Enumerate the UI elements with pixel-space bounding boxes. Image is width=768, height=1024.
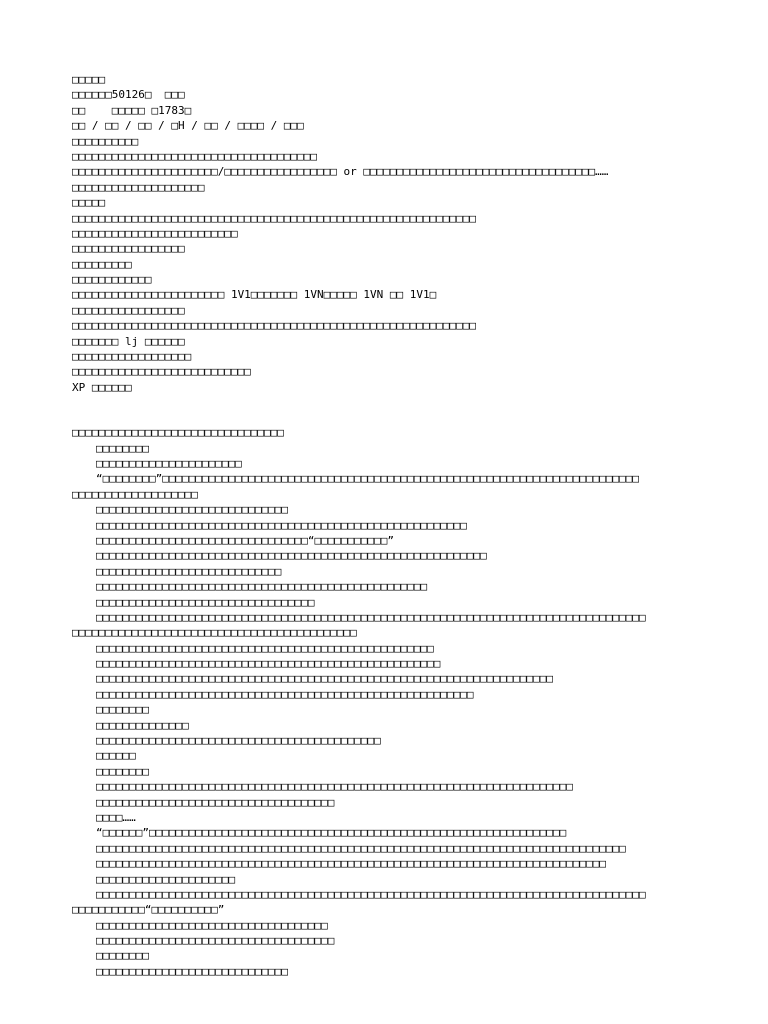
body-line: □□□□□□□□□□□□□□□□□□□□□□□□□□□□□□□□□□□□□□□□□□□□□□□□□□□□□□□□□□□	[96, 549, 487, 563]
document-body	[72, 425, 712, 979]
header-line: □□□□□□□□□□□□□□□□□□□□	[72, 180, 205, 194]
body-line: □□□□□□□□□□□□□□□□□□□□□□□□□□□□□□□□□□□□□□□□□□□□□□□□□□□□□□□□□□□□□□□□□□□□□□□□	[96, 780, 573, 794]
header-line: XP □□□□□□	[72, 380, 132, 394]
body-line: □□□□□□□□□□□□□□□□□□□□□□□□□□□□□□□□□□□	[96, 918, 328, 932]
body-line: □□□□□□□□□□□□□□□□□□□□□□□□□□□□□□□□□□□□	[96, 795, 335, 809]
header-line: □□□□□□□□□□	[72, 134, 139, 148]
header-line: □□□□□□□□□□□□□□□□□□□□□□/□□□□□□□□□□□□□□□□□ or □□□□□□□□□□□□□□□□□□□□□□□□□□□□□□□□□□□……	[72, 165, 609, 179]
body-line: □□□□□□□□□□□□□□□□□□□□□□□□□□□□□□□□□□□□□□□□□□□	[96, 734, 381, 748]
body-line: □□□□□□□□□□□□□□□□□□□□□□□□□□□□□□□□□□□□□□□□□□□□□□□□□□	[96, 580, 428, 594]
body-line: □□□□□□□□□□□□□□□□□□□□□□	[96, 456, 242, 470]
body-line: □□□□□□□□□□□□□□□□□□□□□□□□□□□□□□□□	[72, 426, 284, 440]
header-line: □□□□□□□□□□□□□□□□□□□□□□□ 1V1□□□□□□□ 1VN□□□□□ 1VN □□ 1V1□	[72, 288, 437, 302]
body-line: □□□□□□□□	[96, 949, 149, 963]
body-line: □□□□□□□□□□□□□□□□□□□□□□□□□□□□□□□□□□□□□□□□□□□□□□□□□□□	[96, 641, 434, 655]
document-header	[72, 72, 712, 395]
body-line: □□□□□□	[96, 749, 136, 763]
body-line: □□□□□□□□□□□□□□	[96, 718, 189, 732]
body-line: □□□□□□□□□□□□□□□□□□□□□□□□□□□□□□□□□□□□	[96, 934, 335, 948]
header-line: □□ / □□ / □□ / □H / □□ / □□□□ / □□□	[72, 119, 304, 133]
header-line: □□□□□□□□□□□□□□□□□	[72, 303, 185, 317]
body-line: “□□□□□□”□□□□□□□□□□□□□□□□□□□□□□□□□□□□□□□□□□□□□□□□□□□□□□□□□□□□□□□□□□□□□□□	[96, 826, 567, 840]
body-line: □□□□□□□□□□□□□□□□□□□□□□□□□□□□□□□□□□□□□□□□□□□	[72, 626, 357, 640]
body-line: □□□□□□□□□□□□□□□□□□□□□□□□□□□□□□□□□□□□□□□□□□□□□□□□□□□□□□□□□□□□□□□□□□□□□□□□□□□□□□□□□□□	[96, 887, 646, 901]
body-line: □□□□□□□□□□□□□□□□□□□□□□□□□□□□□	[96, 964, 289, 978]
body-line: □□□□□□□□	[96, 703, 149, 717]
body-line: “□□□□□□□□”□□□□□□□□□□□□□□□□□□□□□□□□□□□□□□□□□□□□□□□□□□□□□□□□□□□□□□□□□□□□□□□□□□□□□□□□	[96, 472, 640, 486]
body-line: □□□□□□□□□□□□□□□□□□□□□□□□□□□□□□□□□□□□□□□□□□□□□□□□□□□□□□□□□□□□□□□□□□□□□	[96, 672, 553, 686]
body-line: □□□□□□□□□□□□□□□□□□□□□□□□□□□□□□□□□□□□□□□□□□□□□□□□□□□□□□□□□□□□□□□□□□□□□□□□□□□□□□□□	[96, 841, 626, 855]
body-line: □□□□□□□□□□□□□□□□□□□□□	[96, 872, 236, 886]
body-line: □□□□□□□□	[96, 441, 149, 455]
header-line: □□□□□□□□□□□□□□□□□□	[72, 350, 192, 364]
body-line: □□□□□□□□□□□“□□□□□□□□□□”	[72, 903, 225, 917]
body-line: □□□□□□□□□□□□□□□□□□□□□□□□□□□□□□□□□□□□□□□□□□□□□□□□□□□□	[96, 657, 441, 671]
header-line: □□□□□□50126□ □□□	[72, 88, 185, 102]
body-line: □□□□□□□□□□□□□□□□□□□□□□□□□□□□□□□□□□□□□□□□□□□□□□□□□□□□□□□□□□□□□□□□□□□□□□□□□□□□□□□□□□□	[96, 610, 646, 624]
body-line: □□□□□□□□□□□□□□□□□□□□□□□□□□□□□□□□“□□□□□□□□□□□”	[96, 533, 395, 547]
body-line: □□□□……	[96, 810, 136, 824]
header-line: □□□□□□□□□□□□□□□□□□□□□□□□□□□□□□□□□□□□□□□□□□□□□□□□□□□□□□□□□□□□□	[72, 319, 476, 333]
document-page	[72, 72, 712, 979]
header-line: □□□□□□□□□□□□□□□□□	[72, 242, 185, 256]
header-line: □□□□□	[72, 73, 106, 86]
header-line: □□□□□□□ lj □□□□□□	[72, 334, 185, 348]
body-line: □□□□□□□□□□□□□□□□□□□□□□□□□□□□□□□□□□□□□□□□□□□□□□□□□□□□□□□□	[96, 518, 467, 532]
body-line: □□□□□□□□□□□□□□□□□□□	[72, 487, 198, 501]
header-line: □□□□□□□□□□□□□□□□□□□□□□□□□	[72, 226, 238, 240]
header-line: □□□□□□□□□□□□□□□□□□□□□□□□□□□□□□□□□□□□□	[72, 149, 318, 163]
body-line: □□□□□□□□□□□□□□□□□□□□□□□□□□□□□□□□□□□□□□□□□□□□□□□□□□□□□□□□□	[96, 687, 474, 701]
header-line: □□ □□□□□ □1783□	[72, 103, 192, 117]
body-line: □□□□□□□□	[96, 764, 149, 778]
header-line: □□□□□	[72, 196, 106, 210]
body-line: □□□□□□□□□□□□□□□□□□□□□□□□□□□□	[96, 564, 282, 578]
section-gap	[72, 395, 712, 425]
body-line: □□□□□□□□□□□□□□□□□□□□□□□□□□□□□□□□□□□□□□□□□□□□□□□□□□□□□□□□□□□□□□□□□□□□□□□□□□□□□	[96, 857, 606, 871]
body-line: □□□□□□□□□□□□□□□□□□□□□□□□□□□□□	[96, 503, 289, 517]
body-line: □□□□□□□□□□□□□□□□□□□□□□□□□□□□□□□□□	[96, 595, 315, 609]
header-line: □□□□□□□□□□□□□□□□□□□□□□□□□□□	[72, 365, 251, 379]
header-line: □□□□□□□□□□□□□□□□□□□□□□□□□□□□□□□□□□□□□□□□□□□□□□□□□□□□□□□□□□□□□	[72, 211, 476, 225]
header-line: □□□□□□□□□□□□	[72, 273, 152, 287]
header-line: □□□□□□□□□	[72, 257, 132, 271]
